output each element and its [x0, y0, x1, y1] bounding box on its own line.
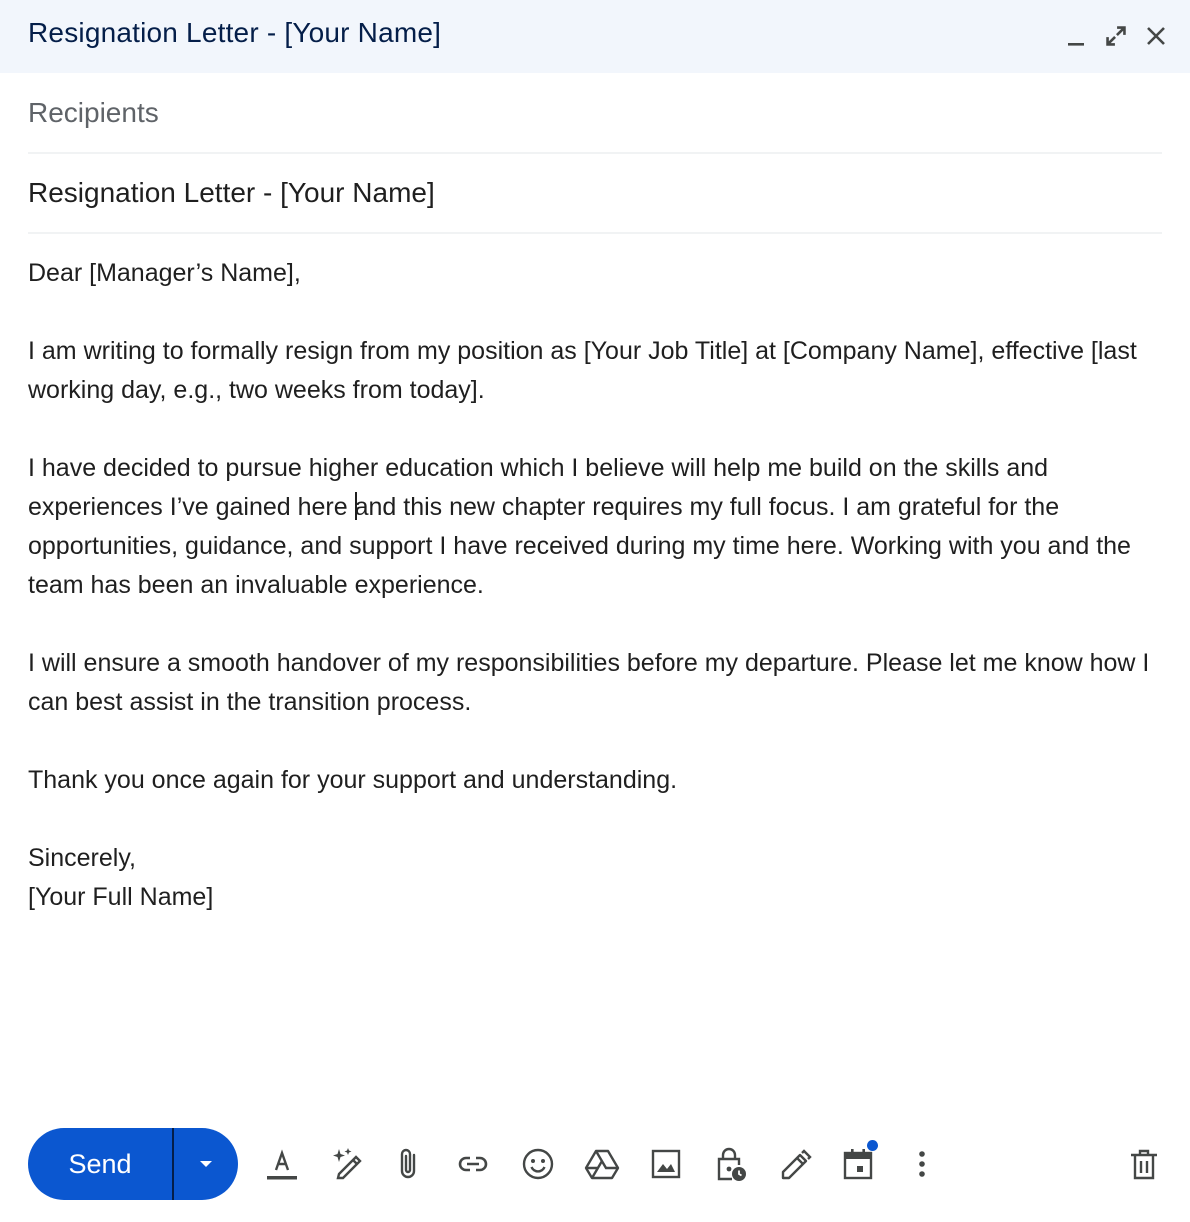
recipients-placeholder: Recipients: [28, 97, 159, 128]
insert-signature-icon: [776, 1146, 812, 1182]
set-up-time-icon: [840, 1146, 876, 1182]
insert-emoji-button[interactable]: [516, 1142, 560, 1186]
body-paragraph: [28, 449, 1162, 605]
insert-emoji-icon: [520, 1146, 556, 1182]
confidential-mode-icon: [712, 1145, 748, 1183]
insert-link-button[interactable]: [451, 1142, 495, 1186]
minimize-button[interactable]: [1058, 18, 1094, 54]
insert-link-icon: [455, 1146, 491, 1182]
insert-photo-button[interactable]: [644, 1142, 688, 1186]
discard-draft-icon: [1126, 1146, 1162, 1182]
subject-field[interactable]: [28, 176, 1162, 234]
message-body[interactable]: [28, 254, 1162, 917]
body-text-before-cursor: I have decided to pursue higher education which I believe will help me build on the skills and experiences I’ve gained here: [28, 454, 1056, 521]
body-text-after-cursor: and this new chapter requires my full focus. I am grateful for the opportunities, guidance, and support I have received during my time here. Working with you and the team has been an invaluable experience.: [28, 493, 1138, 599]
compose-toolbar: [0, 1128, 1190, 1200]
close-icon: [1144, 24, 1168, 48]
insert-drive-file-button[interactable]: [580, 1142, 624, 1186]
more-options-button[interactable]: [900, 1142, 944, 1186]
discard-draft-button[interactable]: [1122, 1142, 1166, 1186]
help-me-write-button[interactable]: [325, 1142, 369, 1186]
confidential-mode-button[interactable]: [708, 1142, 752, 1186]
body-paragraph: Thank you once again for your support and understanding.: [28, 766, 678, 794]
attach-file-icon: [390, 1146, 426, 1182]
insert-photo-icon: [648, 1146, 684, 1182]
help-me-write-icon: [329, 1146, 365, 1182]
attach-file-button[interactable]: [386, 1142, 430, 1186]
more-send-options-button[interactable]: [174, 1128, 238, 1200]
close-button[interactable]: [1138, 18, 1174, 54]
pop-out-button[interactable]: [1098, 18, 1134, 54]
caret-down-icon: [196, 1154, 216, 1174]
send-button-group: [28, 1128, 238, 1200]
compose-title: Resignation Letter - [Your Name]: [28, 17, 442, 48]
body-paragraph: I am writing to formally resign from my position as [Your Job Title] at [Company Name], effective [last working day, e.g., two weeks from today].: [28, 337, 1144, 404]
minimize-icon: [1064, 24, 1088, 48]
notification-dot: [867, 1140, 878, 1151]
insert-drive-file-icon: [583, 1146, 621, 1182]
formatting-options-icon: [264, 1146, 300, 1182]
send-button[interactable]: Send: [68, 1149, 132, 1179]
compose-title-bar[interactable]: [0, 0, 1190, 73]
more-options-icon: [904, 1146, 940, 1182]
subject-value: Resignation Letter - [Your Name]: [28, 177, 435, 208]
pop-out-icon: [1103, 23, 1129, 49]
body-closing: Sincerely,: [28, 844, 136, 872]
insert-signature-button[interactable]: [772, 1142, 816, 1186]
body-greeting: Dear [Manager’s Name],: [28, 259, 301, 287]
recipients-field[interactable]: [28, 96, 1162, 154]
body-paragraph: I will ensure a smooth handover of my responsibilities before my departure. Please let me know how I can best assist in the transition process.: [28, 649, 1157, 716]
set-up-time-button[interactable]: [836, 1142, 880, 1186]
formatting-options-button[interactable]: [260, 1142, 304, 1186]
body-signature: [Your Full Name]: [28, 883, 214, 911]
